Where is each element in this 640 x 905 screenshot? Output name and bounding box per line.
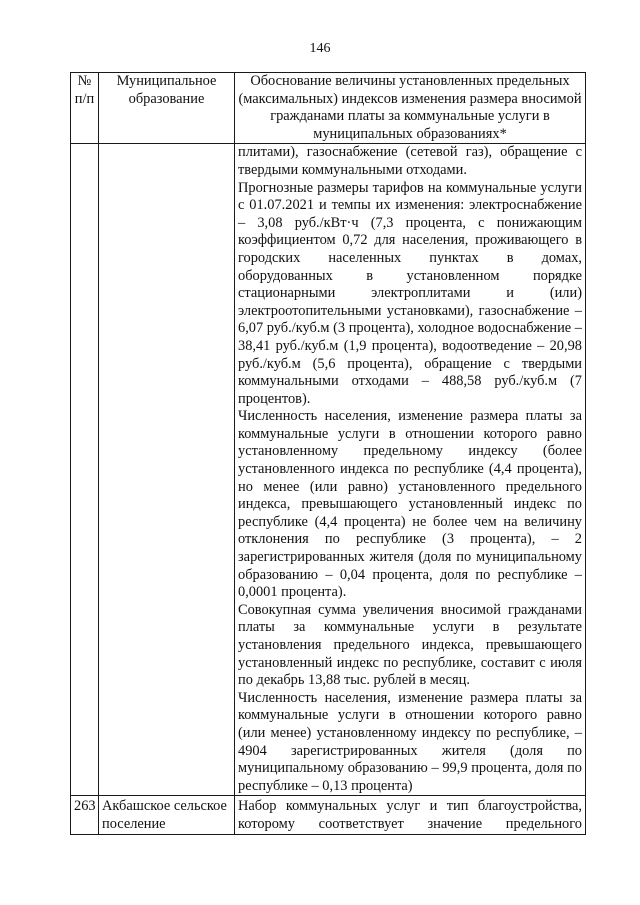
row-num-cell: 263 [71,796,99,834]
row-num-cell [71,144,99,796]
justification-paragraph: Прогнозные размеры тарифов на коммунальные услуги с 01.07.2021 и темпы их изменения: электроснабжение – 3,08 руб./кВт·ч (7,3 процента, с понижающим коэффициентом 0,72 для населения, проживающего в городских населенных пунктах в домах, оборудованных в установленном порядке стационарными электроплитами и (или) электроотопительными установками), газоснабжение – 6,07 руб./куб.м (3 процента), холодное водоснабжение – 38,41 руб./куб.м (1,9 процента), водоотведение – 20,98 руб./куб.м (5,6 процента), обращение с твердыми коммунальными отходами – 488,58 руб./куб.м (7 процентов). [238,179,582,407]
header-municipality: Муниципальное образование [99,73,235,144]
header-justification: Обоснование величины установленных предельных (максимальных) индексов изменения размера вносимой гражданами платы за коммунальные услуги в муниципальных образованиях* [235,73,586,144]
justification-paragraph: Численность населения, изменение размера платы за коммунальные услуги в отношении которого равно (или менее) установленному индексу по республике, – 4904 зарегистрированных жителя (доля по муниципальному образованию – 99,9 процента, доля по республике – 0,13 процента) [238,689,582,794]
header-num: № п/п [71,73,99,144]
justification-paragraph: Численность населения, изменение размера платы за коммунальные услуги в отношении которого равно установленному предельному индексу (более установленного индекса по республике (4,4 процента), но менее (или равно) установленного предельного индекса, превышающего установленный индекс по республике (4,4 процента) не более чем на величину отклонения по республике (3 процента), – 2 зарегистрированных жителя (доля по муниципальному образованию – 0,04 процента, доля по республике – 0,0001 процента). [238,408,582,601]
table-header-row [71,73,586,144]
table-row [71,144,586,796]
row-justification-cell [235,144,586,796]
row-justification-cell [235,796,586,834]
justification-paragraph: Набор коммунальных услуг и тип благоустройства, которому соответствует значение предельного [238,798,582,832]
page-number: 146 [309,41,331,56]
justification-paragraph: Совокупная сумма увеличения вносимой гражданами платы за коммунальные услуги в результате установления предельного индекса, превышающего установленный индекс по республике, составит с июля по декабрь 13,88 тыс. рублей в месяц. [238,601,582,689]
row-municipality-cell [99,144,235,796]
table-row [71,796,586,834]
justification-paragraph: плитами), газоснабжение (сетевой газ), обращение с твердыми коммунальными отходами. [238,144,582,178]
tariff-justification-table [70,72,586,835]
row-municipality-cell: Акбашское сельское поселение [99,796,235,834]
